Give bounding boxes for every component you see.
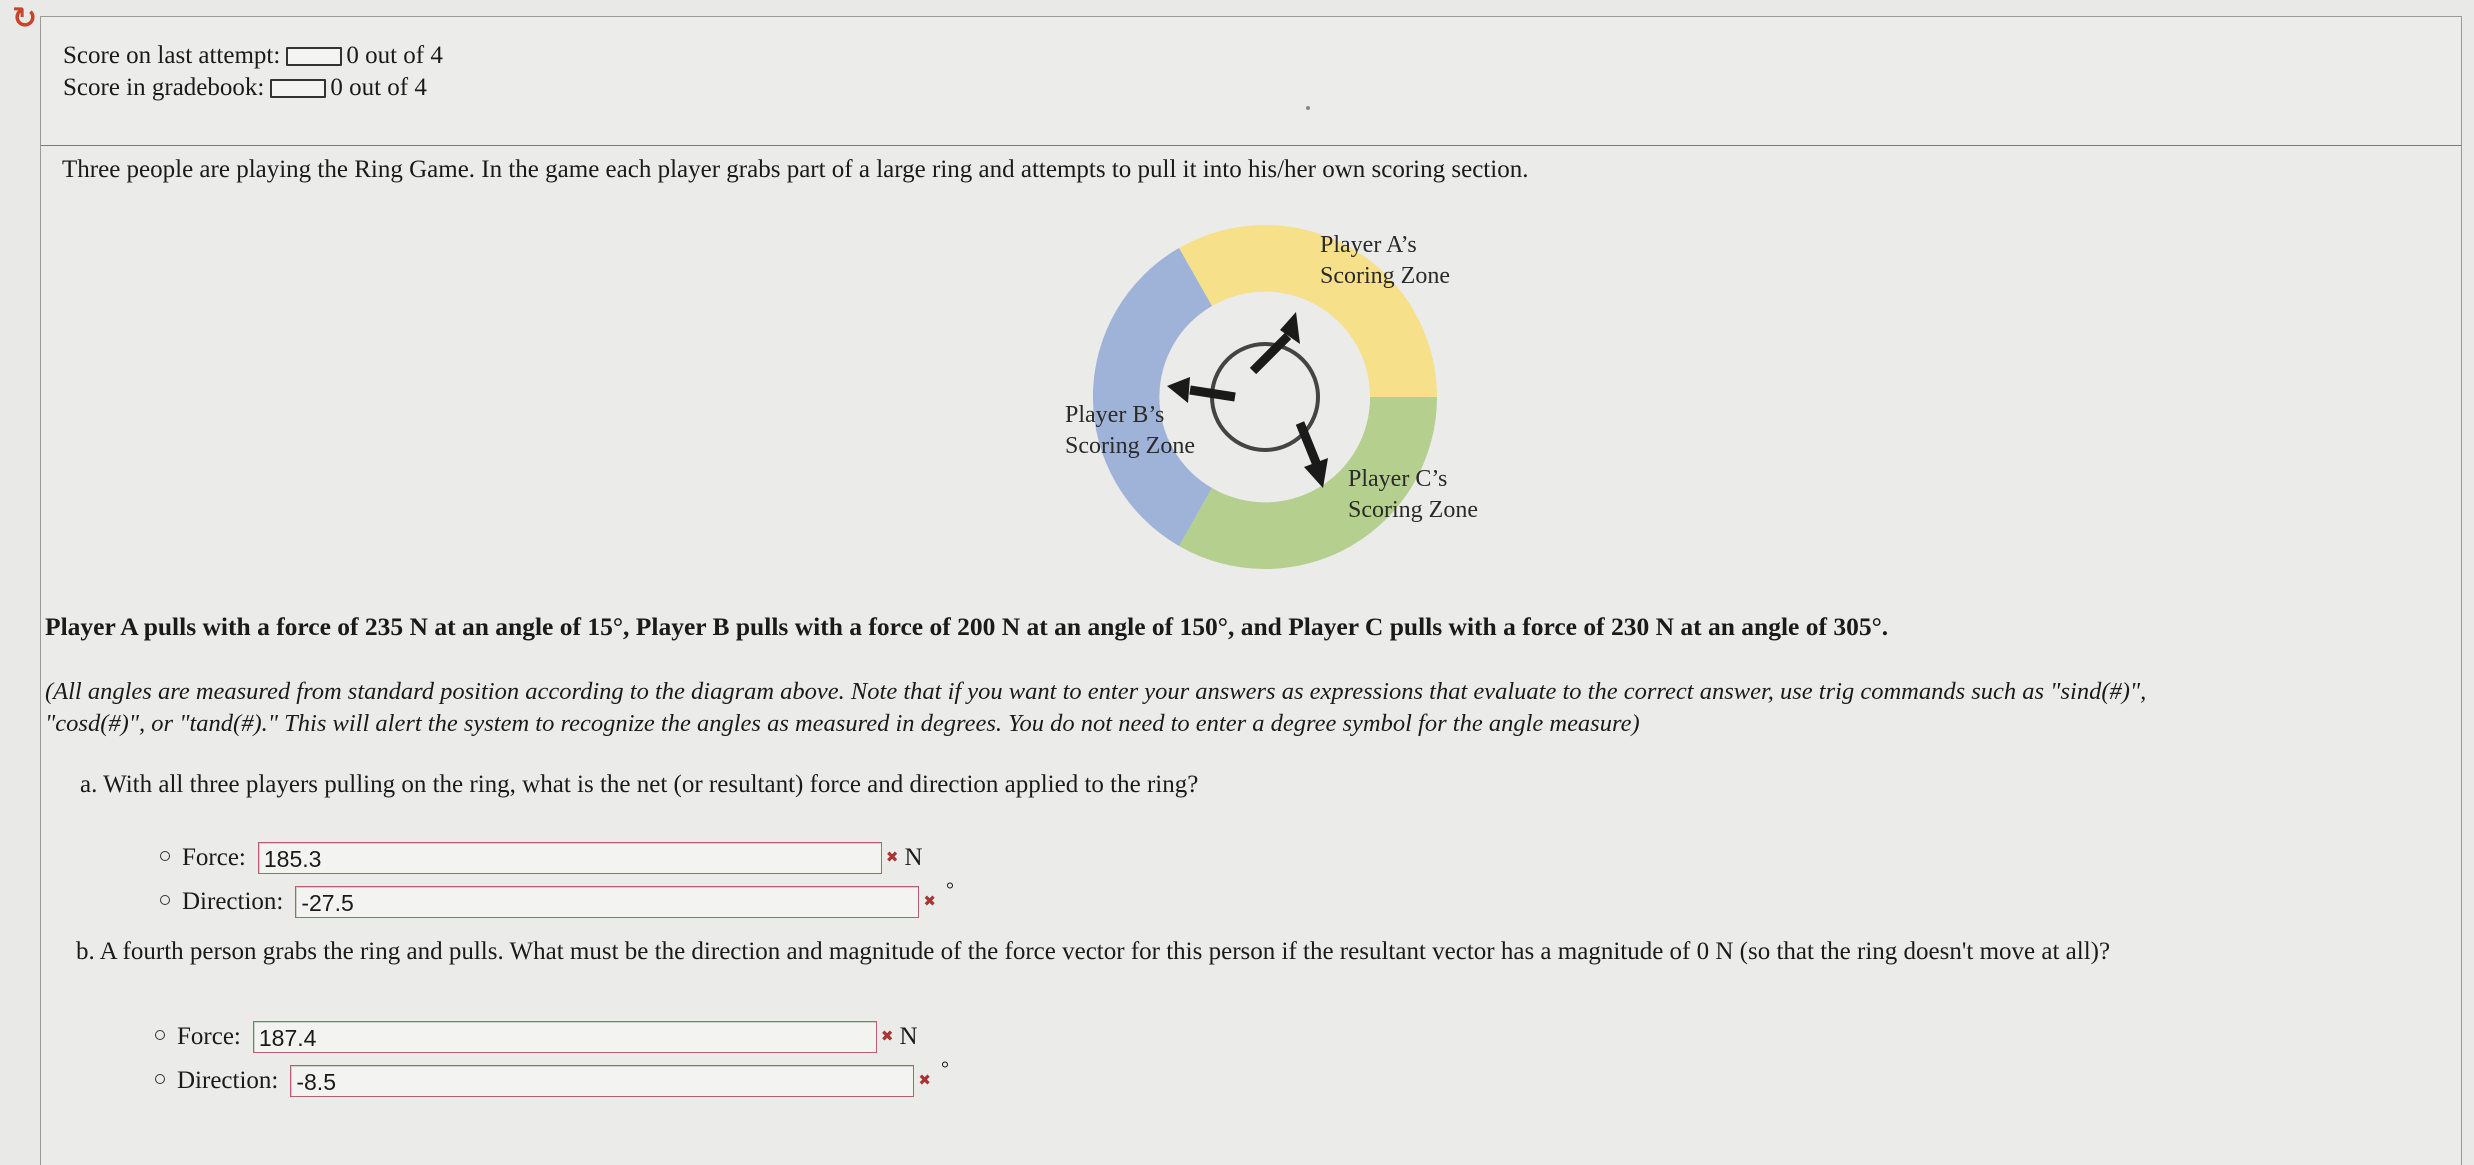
last-attempt-value: 0 out of 4 [346, 42, 443, 69]
player-a-label-line2: Scoring Zone [1320, 263, 1450, 289]
force-label: Force: [177, 1023, 241, 1050]
degree-unit: ° [940, 1057, 949, 1080]
score-bar [286, 47, 342, 66]
x-mark-icon: ✖ [885, 848, 899, 866]
part-a-force-row [160, 842, 923, 874]
force-unit: N [904, 844, 923, 871]
question-intro: Three people are playing the Ring Game. In the game each player grabs part of a large ring and attempts to pull it into his/her own scoring section. [62, 156, 1529, 183]
bullet-icon [155, 1030, 165, 1040]
instructions-note [45, 676, 2465, 740]
degree-unit: ° [945, 878, 954, 901]
player-b-label-line1: Player B’s [1065, 402, 1165, 428]
score-bar [270, 79, 326, 98]
bullet-icon [160, 895, 170, 905]
score-panel [40, 16, 2462, 147]
part-a-prompt: a. With all three players pulling on the ring, what is the net (or resultant) force and direction applied to the ring? [80, 771, 1199, 798]
direction-label: Direction: [182, 888, 284, 915]
force-unit: N [899, 1023, 918, 1050]
bullet-icon [155, 1074, 165, 1084]
ring-game-diagram [1062, 212, 1502, 582]
bullet-icon [160, 851, 170, 861]
gradebook-value: 0 out of 4 [330, 74, 427, 101]
note-line-1: (All angles are measured from standard position according to the diagram above. Note that if you want to enter your answers as expressions that evaluate to the correct answer, use trig commands such as "sind(#)", [45, 678, 2147, 705]
decorative-dot [1306, 106, 1310, 110]
player-c-label-line1: Player C’s [1348, 466, 1448, 492]
gradebook-label: Score in gradebook: [63, 74, 265, 101]
last-attempt-score [63, 41, 443, 71]
problem-statement: Player A pulls with a force of 235 N at an angle of 15°, Player B pulls with a force of 200 N at an angle of 150°, and Player C pulls with a force of 230 N at an angle of 305°. [45, 612, 1889, 641]
part-b-force-input[interactable]: 187.4 [253, 1021, 877, 1053]
x-mark-icon: ✖ [880, 1027, 894, 1045]
part-a-direction-input[interactable]: -27.5 [295, 886, 919, 918]
part-b-prompt: b. A fourth person grabs the ring and pulls. What must be the direction and magnitude of the force vector for this person if the resultant vector has a magnitude of 0 N (so that the ring doesn't move at all)? [76, 938, 2111, 965]
gradebook-score [63, 73, 427, 103]
direction-label: Direction: [177, 1067, 279, 1094]
x-mark-icon: ✖ [923, 892, 936, 910]
player-b-label-line2: Scoring Zone [1065, 433, 1195, 459]
last-attempt-label: Score on last attempt: [63, 42, 281, 69]
player-a-label-line1: Player A’s [1320, 232, 1417, 258]
part-b-direction-input[interactable]: -8.5 [290, 1065, 914, 1097]
part-a-force-input[interactable]: 185.3 [258, 842, 882, 874]
part-b-direction-row [155, 1057, 949, 1097]
x-mark-icon: ✖ [918, 1071, 931, 1089]
player-c-label-line2: Scoring Zone [1348, 497, 1478, 523]
ring-diagram-svg [1062, 212, 1502, 582]
note-line-2: "cosd(#)", or "tand(#)." This will alert the system to recognize the angles as measured in degrees. You do not need to enter a degree symbol for the angle measure) [45, 710, 1640, 737]
ring-inner [1160, 292, 1370, 502]
part-a-direction-row [160, 878, 954, 918]
force-label: Force: [182, 844, 246, 871]
part-b-force-row [155, 1021, 918, 1053]
refresh-icon[interactable]: ↻ [12, 1, 38, 36]
